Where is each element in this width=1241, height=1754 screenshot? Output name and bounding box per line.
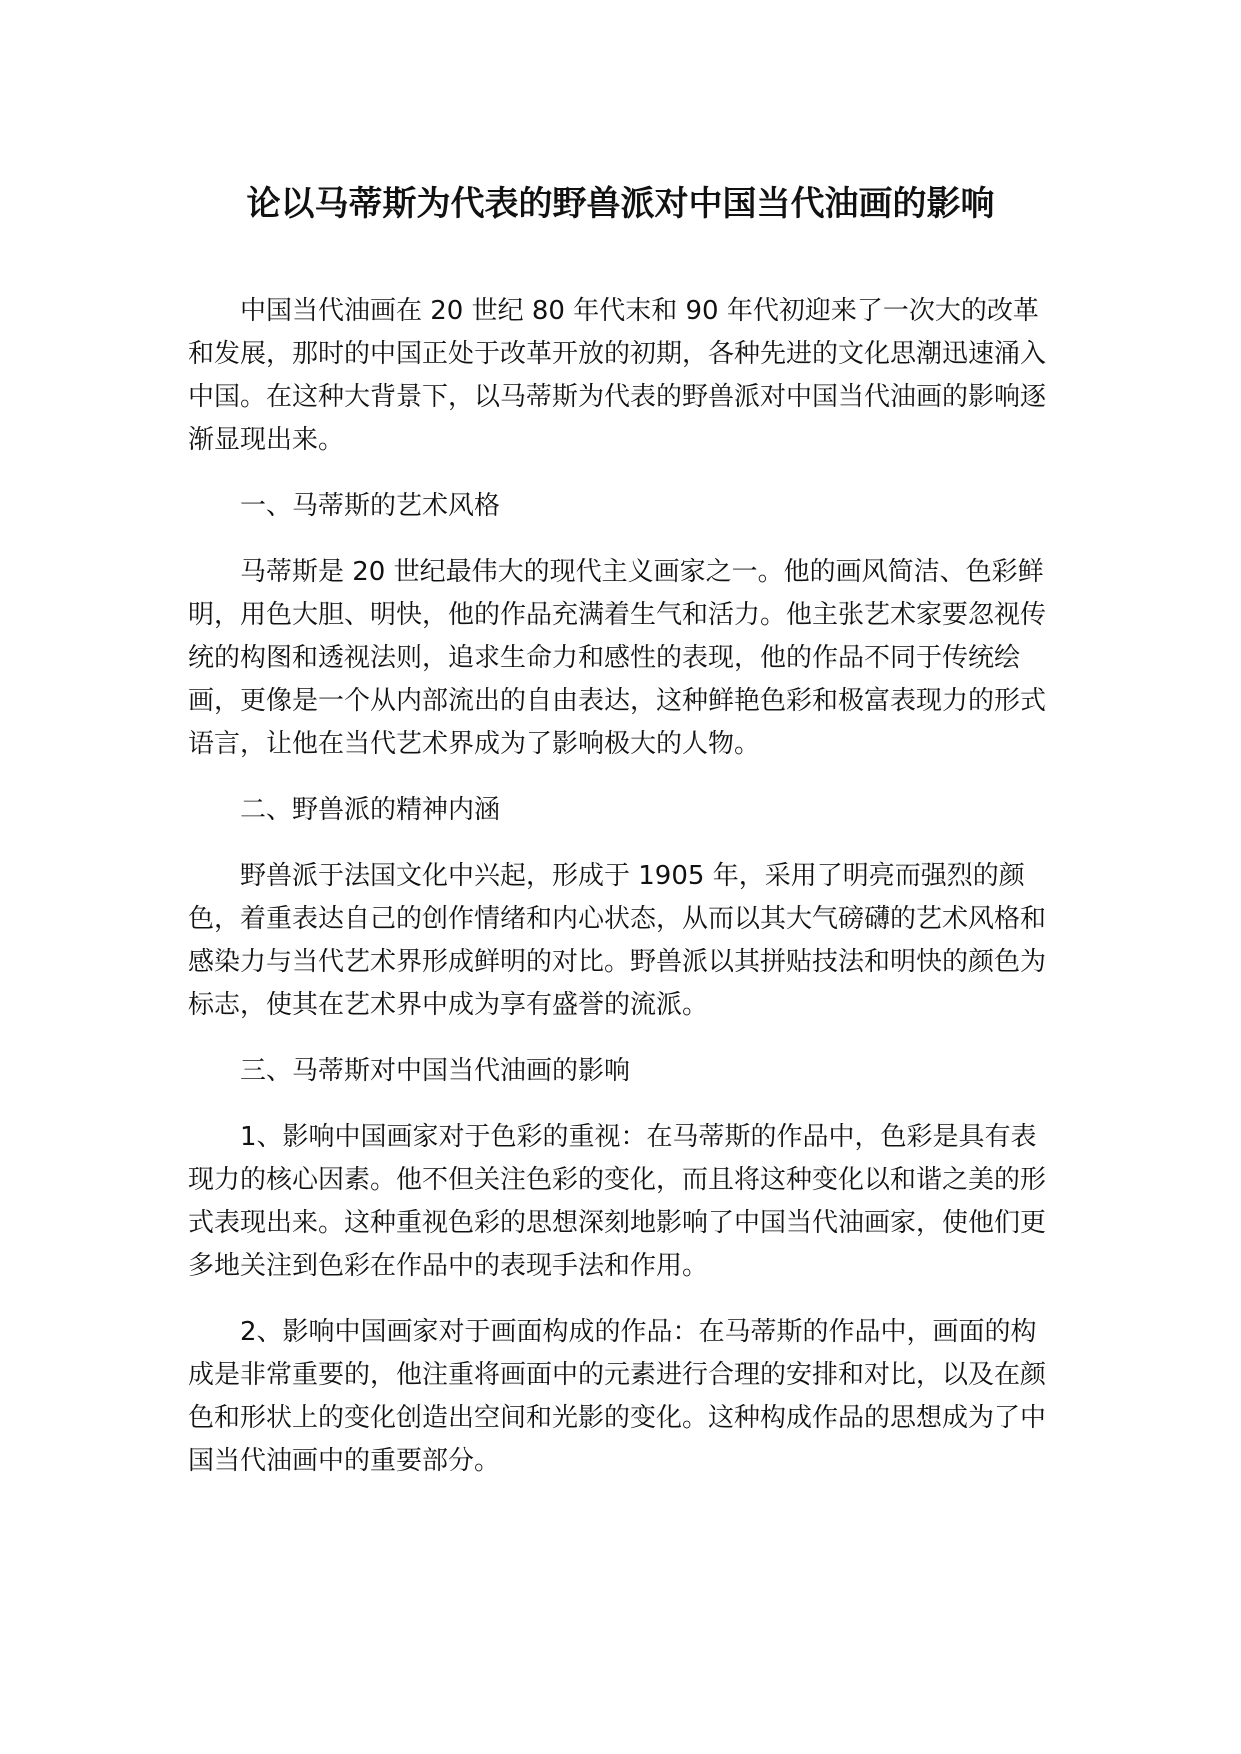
intro-paragraph: 中国当代油画在 20 世纪 80 年代末和 90 年代初迎来了一次大的改革和发展，那时的中国正处于改革开放的初期，各种先进的文化思潮迅速涌入中国。在这种大背景下，以马蒂斯为代表的野兽派对中国当代油画的影响逐渐显现出来。 [188, 296, 1047, 455]
document-title: 论以马蒂斯为代表的野兽派对中国当代油画的影响 [246, 184, 995, 224]
section-heading-1: 一、马蒂斯的艺术风格 [240, 491, 501, 521]
section-1-paragraph: 马蒂斯是 20 世纪最伟大的现代主义画家之一。他的画风简洁、色彩鲜明，用色大胆、明快，他的作品充满着生气和活力。他主张艺术家要忽视传统的构图和透视法则，追求生命力和感性的表现，他的作品不同于传统绘画，更像是一个从内部流出的自由表达，这种鲜艳色彩和极富表现力的形式语言，让他在当代艺术界成为了影响极大的人物。 [188, 557, 1047, 759]
section-heading-2: 二、野兽派的精神内涵 [240, 795, 501, 825]
section-3-point-1-paragraph: 1、影响中国画家对于色彩的重视：在马蒂斯的作品中，色彩是具有表现力的核心因素。他不但关注色彩的变化，而且将这种变化以和谐之美的形式表现出来。这种重视色彩的思想深刻地影响了中国当代油画家，使他们更多地关注到色彩在作品中的表现手法和作用。 [188, 1122, 1047, 1281]
document-body [188, 290, 1058, 1506]
section-heading-3: 三、马蒂斯对中国当代油画的影响 [240, 1056, 631, 1086]
section-3-point-2-paragraph: 2、影响中国画家对于画面构成的作品：在马蒂斯的作品中，画面的构成是非常重要的，他注重将画面中的元素进行合理的安排和对比，以及在颜色和形状上的变化创造出空间和光影的变化。这种构成作品的思想成为了中国当代油画中的重要部分。 [188, 1317, 1047, 1476]
section-2-paragraph: 野兽派于法国文化中兴起，形成于 1905 年，采用了明亮而强烈的颜色，着重表达自己的创作情绪和内心状态，从而以其大气磅礴的艺术风格和感染力与当代艺术界形成鲜明的对比。野兽派以其拼贴技法和明快的颜色为标志，使其在艺术界中成为享有盛誉的流派。 [188, 861, 1047, 1020]
